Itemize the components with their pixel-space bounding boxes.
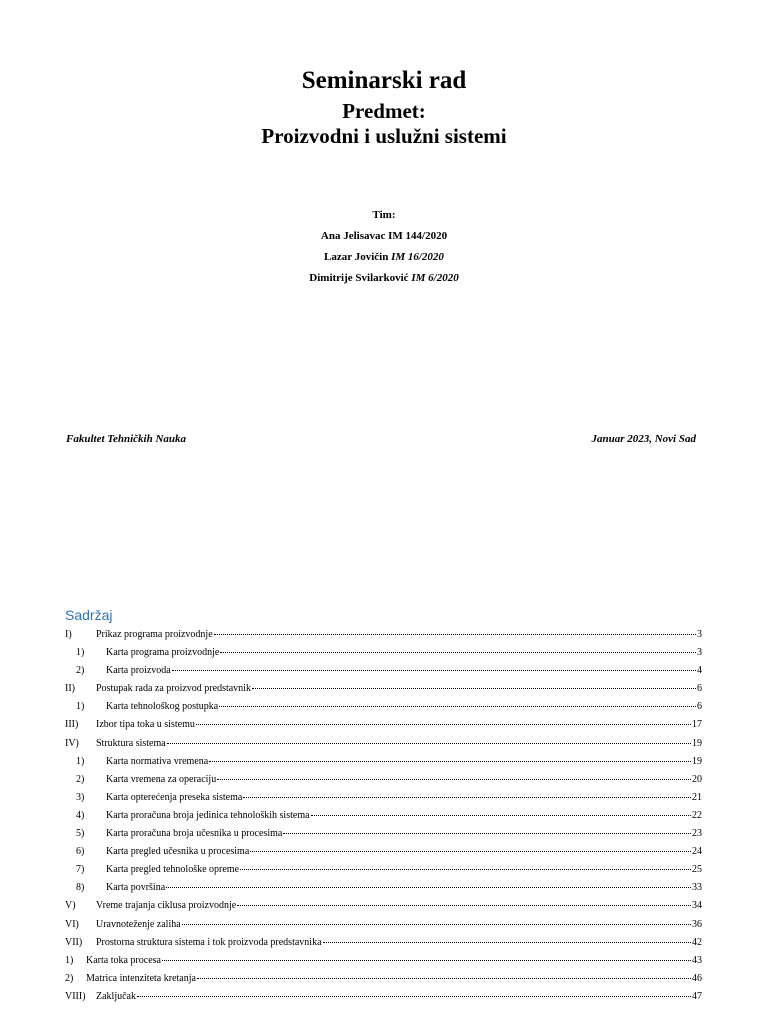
toc-entry-page: 46 bbox=[692, 972, 702, 984]
toc-entry-title: Izbor tipa toka u sistemu bbox=[96, 719, 195, 731]
toc-heading: Sadržaj bbox=[65, 607, 113, 623]
toc-entry-number: VIII) bbox=[65, 990, 86, 1002]
toc-entry-title: Karta toka procesa bbox=[86, 954, 161, 966]
member-id: IM 16/2020 bbox=[391, 251, 444, 263]
subject-label: Predmet: bbox=[342, 99, 426, 123]
team-block bbox=[0, 207, 768, 291]
toc-leader-dots bbox=[197, 968, 691, 979]
date-place: Januar 2023, Novi Sad bbox=[591, 433, 696, 445]
team-member bbox=[0, 249, 768, 270]
toc-entry-page: 3 bbox=[697, 647, 702, 659]
toc-entry-title: Postupak rada za proizvod predstavnik bbox=[96, 683, 251, 695]
toc-leader-dots bbox=[166, 877, 691, 888]
toc-entry-page: 24 bbox=[692, 846, 702, 858]
toc-entry-number: 6) bbox=[76, 846, 85, 858]
toc-leader-dots bbox=[137, 986, 691, 997]
toc-leader-dots bbox=[323, 932, 691, 943]
toc-entry-page: 20 bbox=[692, 773, 702, 785]
toc-entry-page: 19 bbox=[692, 737, 702, 749]
toc-entry-title: Karta opterećenja preseka sistema bbox=[106, 791, 243, 803]
toc-entry-number: 2) bbox=[76, 665, 85, 677]
toc-entry-page: 6 bbox=[697, 683, 702, 695]
toc-entry-title: Karta normativa vremena bbox=[106, 755, 209, 767]
toc-entry-title: Prostorna struktura sistema i tok proizvoda predstavnika bbox=[96, 936, 322, 948]
team-label: Tim: bbox=[372, 209, 396, 221]
document-title: Seminarski rad bbox=[301, 67, 467, 94]
toc-leader-dots bbox=[240, 859, 691, 870]
member-id: IM 6/2020 bbox=[411, 272, 459, 284]
toc-entry-number: IV) bbox=[65, 737, 79, 749]
faculty-name: Fakultet Tehničkih Nauka bbox=[66, 433, 187, 445]
toc-leader-dots bbox=[243, 787, 691, 798]
toc-entry-page: 36 bbox=[692, 918, 702, 930]
toc-leader-dots bbox=[237, 895, 691, 906]
toc-leader-dots bbox=[167, 733, 691, 744]
toc-entry-page: 4 bbox=[697, 665, 702, 677]
toc-entry-title: Karta proračuna broja učesnika u procesima bbox=[106, 828, 283, 840]
toc-entry-page: 47 bbox=[692, 990, 702, 1002]
toc-leader-dots bbox=[162, 950, 691, 961]
toc-entry-title: Karta površina bbox=[106, 882, 166, 894]
toc-entry-page: 43 bbox=[692, 954, 702, 966]
toc-entry-number: 1) bbox=[76, 701, 85, 713]
team-member bbox=[0, 270, 768, 291]
toc-entry-title: Karta tehnološkog postupka bbox=[106, 701, 219, 713]
toc-leader-dots bbox=[209, 751, 691, 762]
toc-entry-title: Vreme trajanja ciklusa proizvodnje bbox=[96, 900, 237, 912]
toc-leader-dots bbox=[172, 660, 696, 671]
toc-entry-number: I) bbox=[65, 629, 72, 640]
toc-entry-title: Karta pregled učesnika u procesima bbox=[106, 846, 250, 858]
subject-name: Proizvodni i uslužni sistemi bbox=[261, 124, 507, 148]
toc-leader-dots bbox=[182, 914, 691, 925]
toc-entry-page: 33 bbox=[692, 882, 702, 894]
toc-entry-number: II) bbox=[65, 683, 75, 695]
toc-entry-title: Uravnoteženje zaliha bbox=[96, 918, 181, 930]
toc-leader-dots bbox=[250, 841, 691, 852]
toc-entry-number: 2) bbox=[65, 972, 74, 984]
toc-leader-dots bbox=[311, 805, 691, 816]
toc-leader-dots bbox=[252, 678, 696, 689]
member-name: Ana Jelisavac bbox=[320, 230, 386, 242]
toc-leader-dots bbox=[220, 642, 696, 653]
member-id: IM 144/2020 bbox=[388, 230, 448, 242]
toc-entry-number: 7) bbox=[76, 864, 85, 876]
toc-leader-dots bbox=[283, 823, 691, 834]
toc-entry-title: Karta proračuna broja jedinica tehnoloških sistema bbox=[106, 809, 310, 821]
toc-entry-number: VII) bbox=[65, 936, 83, 948]
toc-leader-dots bbox=[219, 696, 696, 707]
toc-entry-page: 22 bbox=[692, 809, 702, 821]
toc-entry-title: Karta pregled tehnološke opreme bbox=[106, 864, 240, 876]
toc-entry-title: Struktura sistema bbox=[96, 737, 166, 749]
toc-entry-number: 4) bbox=[76, 809, 85, 821]
toc-entry-number: VI) bbox=[65, 918, 79, 930]
toc-entry-page: 3 bbox=[697, 629, 702, 640]
toc-entry-number: V) bbox=[65, 900, 76, 912]
toc-entry-page: 21 bbox=[692, 791, 702, 803]
toc-entry-title: Karta proizvoda bbox=[106, 665, 171, 677]
toc-leader-dots bbox=[217, 769, 691, 780]
toc-entry-number: III) bbox=[65, 719, 79, 731]
toc-leader-dots bbox=[196, 714, 691, 725]
toc-entry-title: Zaključak bbox=[96, 990, 136, 1002]
toc-entry-page: 23 bbox=[692, 828, 702, 840]
toc-leader-dots bbox=[214, 624, 696, 635]
toc-entry-title: Matrica intenziteta kretanja bbox=[86, 972, 196, 984]
toc-entry-title: Karta programa proizvodnje bbox=[106, 647, 220, 659]
toc-entry-title: Prikaz programa proizvodnje bbox=[96, 629, 213, 640]
member-name: Dimitrije Svilarković bbox=[309, 272, 409, 284]
toc-entry-page: 25 bbox=[692, 864, 702, 876]
title-block bbox=[0, 66, 768, 149]
toc-entry-page: 6 bbox=[697, 701, 702, 713]
toc-entry-number: 3) bbox=[76, 791, 85, 803]
toc-entry-page: 17 bbox=[692, 719, 702, 731]
team-member bbox=[0, 228, 768, 249]
toc-entry-number: 8) bbox=[76, 882, 85, 894]
table-of-contents bbox=[65, 626, 702, 1006]
toc-entry-page: 34 bbox=[692, 900, 702, 912]
toc-entry-number: 2) bbox=[76, 773, 85, 785]
member-name: Lazar Jovičin bbox=[324, 251, 389, 263]
toc-entry-title: Karta vremena za operaciju bbox=[106, 773, 217, 785]
toc-entry[interactable] bbox=[65, 988, 702, 1006]
toc-entry-page: 42 bbox=[692, 936, 702, 948]
toc-entry-number: 1) bbox=[65, 954, 74, 966]
toc-entry-number: 5) bbox=[76, 828, 85, 840]
toc-entry-number: 1) bbox=[76, 647, 85, 659]
toc-entry-number: 1) bbox=[76, 755, 85, 767]
toc-entry-page: 19 bbox=[692, 755, 702, 767]
